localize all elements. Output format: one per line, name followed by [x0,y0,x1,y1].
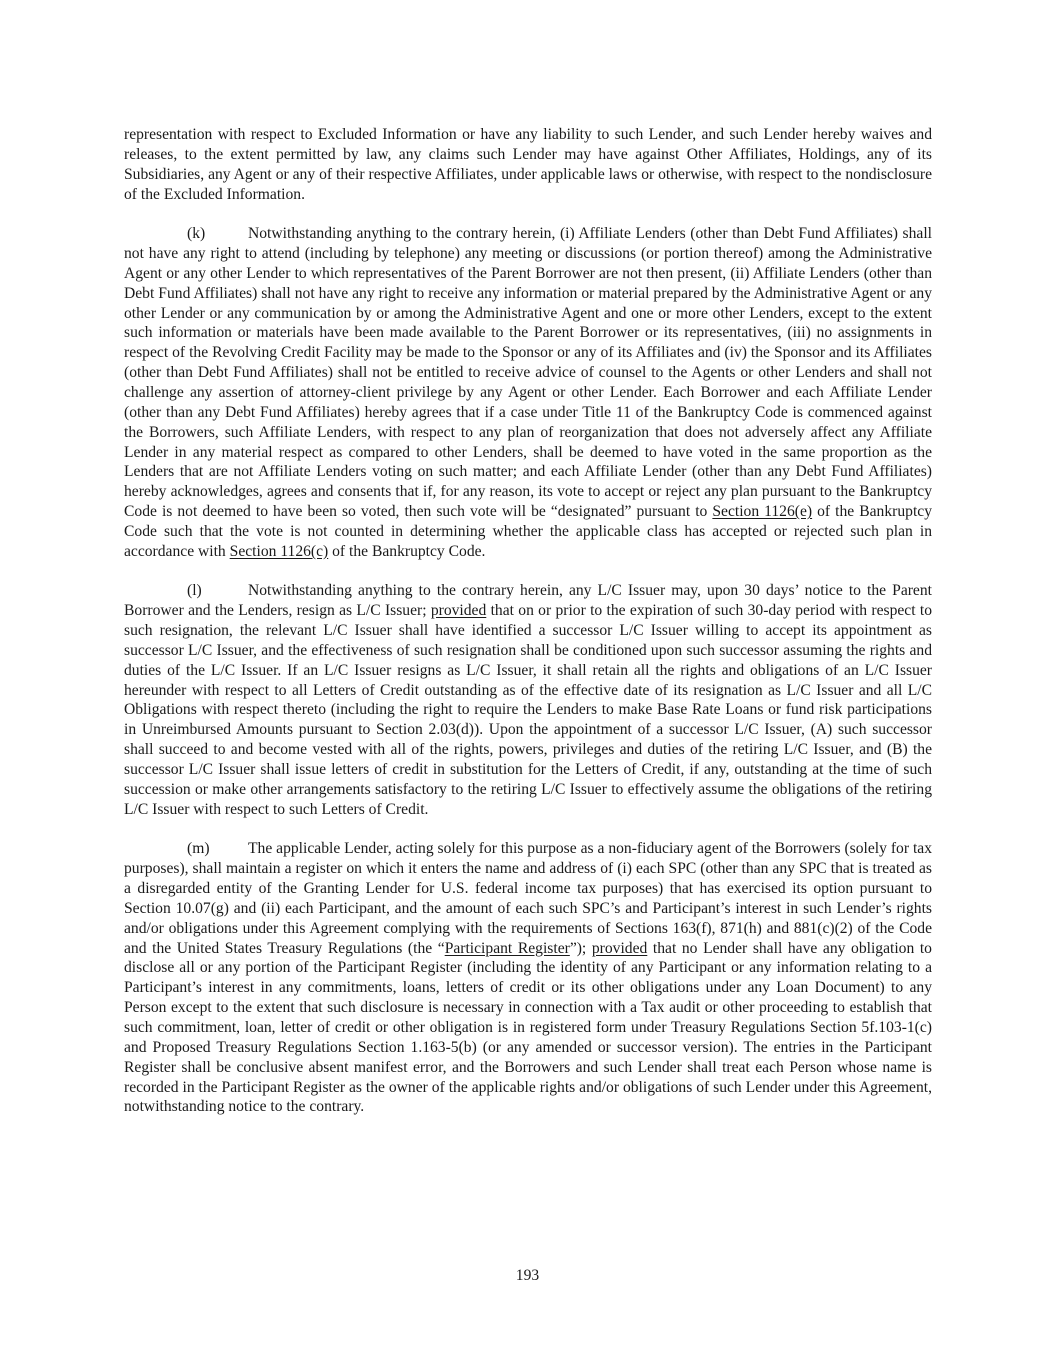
paragraph-indent [124,237,187,238]
section-reference: Section 1126(e) [712,503,813,521]
text-segment: of the Bankruptcy Code. [328,542,486,560]
text-segment: Notwithstanding anything to the contrary herein, any L/C Issuer may, upon 30 days’ notice to the Parent Borrower and the Lenders, resign as L/C Issuer; [124,582,932,620]
text-segment: that no Lender shall have any obligation to disclose all or any portion of the Participant Register (including the identity of any Participant or any information relating to a Participant’s interest in any commitments, loans, letters of credit or its other obligations under any Loan Document) to any Person except to the extent that such disclosure is necessary in connection with a Tax audit or other proceeding to establish that such commitment, loan, letter of credit or other obligation is in registered form under Treasury Regulations Section 5f.103-1(c) and Proposed Treasury Regulations Section 1.163-5(b) (or any amended or successor version). The entries in the Participant Register shall be conclusive absent manifest error, and the Borrowers and such Lender shall treat each Person whose name is recorded in the Participant Register as the owner of the applicable rights and/or obligations of such Lender under this Agreement, notwithstanding notice to the contrary. [124,939,932,1116]
document-body [124,125,932,1137]
text-segment: of the Bankruptcy Code such that the vote is not counted in determining whether the applicable class has accepted or rejected such plan in accordance with [124,503,932,560]
text-segment: representation with respect to Excluded Information or have any liability to such Lender, and such Lender hereby waives and releases, to the extent permitted by law, any claims such Lender may have against Other Affiliates, Holdings, any of its Subsidiaries, any Agent or any of their respective Affiliates, under applicable laws or otherwise, with respect to the nondisclosure of the Excluded Information. [124,126,932,203]
paragraph-k [124,224,932,561]
paragraph-label: (l) [187,582,202,600]
paragraph-label: (m) [187,840,210,858]
page-number: 193 [515,1267,540,1284]
paragraph-m [124,839,932,1117]
defined-term: provided [430,602,487,620]
defined-term: provided [591,939,648,957]
paragraph-l [124,581,932,819]
text-segment: ”); [569,939,592,957]
section-reference: Section 1126(c) [229,542,329,560]
paragraph-indent [124,594,187,595]
text-segment: The applicable Lender, acting solely for this purpose as a non-fiduciary agent of the Borrowers (solely for tax purposes), shall maintain a register on which it enters the name and address of (i) each SPC (other than any SPC that is treated as a disregarded entity of the Granting Lender for U.S. federal income tax purposes) that has exercised its option pursuant to Section 10.07(g) and (ii) each Participant, and the amount of each such SPC’s and Participant’s interest in such Lender’s rights and/or obligations under this Agreement complying with the requirements of Sections 163(f), 871(h) and 881(c)(2) of the Code and the United States Treasury Regulations (the “ [124,840,932,957]
text-segment: Notwithstanding anything to the contrary herein, (i) Affiliate Lenders (other than Debt Fund Affiliates) shall not have any right to attend (including by telephone) any meeting or discussions (or portion thereof) among the Administrative Agent or any other Lender to which representatives of the Parent Borrower are not then present, (ii) Affiliate Lenders (other than Debt Fund Affiliates) shall not have any right to receive any information or material prepared by the Administrative Agent or any other Lender or any communication by or among the Administrative Agent and one or more other Lenders, except to the extent such information or materials have been made available to the Parent Borrower or its representatives, (iii) no assignments in respect of the Revolving Credit Facility may be made to the Sponsor or any of its Affiliates and (iv) the Sponsor and its Affiliates (other than Debt Fund Affiliates) shall not be entitled to receive advice of counsel to the Agents or other Lenders and shall not challenge any assertion of attorney-client privilege by any Agent or other Lender. Each Borrower and each Affiliate Lender (other than any Debt Fund Affiliates) hereby agrees that if a case under Title 11 of the Bankruptcy Code is commenced against the Borrowers, such Affiliate Lenders, with respect to any plan of reorganization that does not adversely affect any Affiliate Lender in any material respect as compared to other Lenders, shall be deemed to have voted in the same proportion as the Lenders that are not Affiliate Lenders voting on such matter; and each Affiliate Lender (other than any Debt Fund Affiliates) hereby acknowledges, agrees and consents that if, for any reason, its vote to accept or reject any plan pursuant to the Bankruptcy Code is not deemed to have been so voted, then such vote will be “designated” pursuant to [124,225,932,521]
text-segment: that on or prior to the expiration of such 30-day period with respect to such resignation, the relevant L/C Issuer shall have identified a successor L/C Issuer willing to accept its appointment as successor L/C Issuer, and the effectiveness of such resignation shall be conditioned upon such successor assuming the rights and duties of the L/C Issuer. If an L/C Issuer resigns as L/C Issuer, it shall retain all the rights and obligations of an L/C Issuer hereunder with respect to all Letters of Credit outstanding as of the effective date of its resignation as L/C Issuer and all L/C Obligations with respect thereto (including the right to require the Lenders to make Base Rate Loans or fund risk participations in Unreimbursed Amounts pursuant to Section 2.03(d)). Upon the appointment of a successor L/C Issuer, (A) such successor shall succeed to and become vested with all of the rights, powers, privileges and duties of the retiring L/C Issuer, and (B) the successor L/C Issuer shall issue letters of credit in substitution for the Letters of Credit, if any, outstanding at the time of such succession or make other arrangements satisfactory to the retiring L/C Issuer to effectively assume the obligations of the retiring L/C Issuer with respect to such Letters of Credit. [124,602,932,818]
paragraph-label: (k) [187,225,206,243]
paragraph-indent [124,852,187,853]
defined-term: Participant Register [444,939,570,957]
paragraph-continuation [124,125,932,204]
